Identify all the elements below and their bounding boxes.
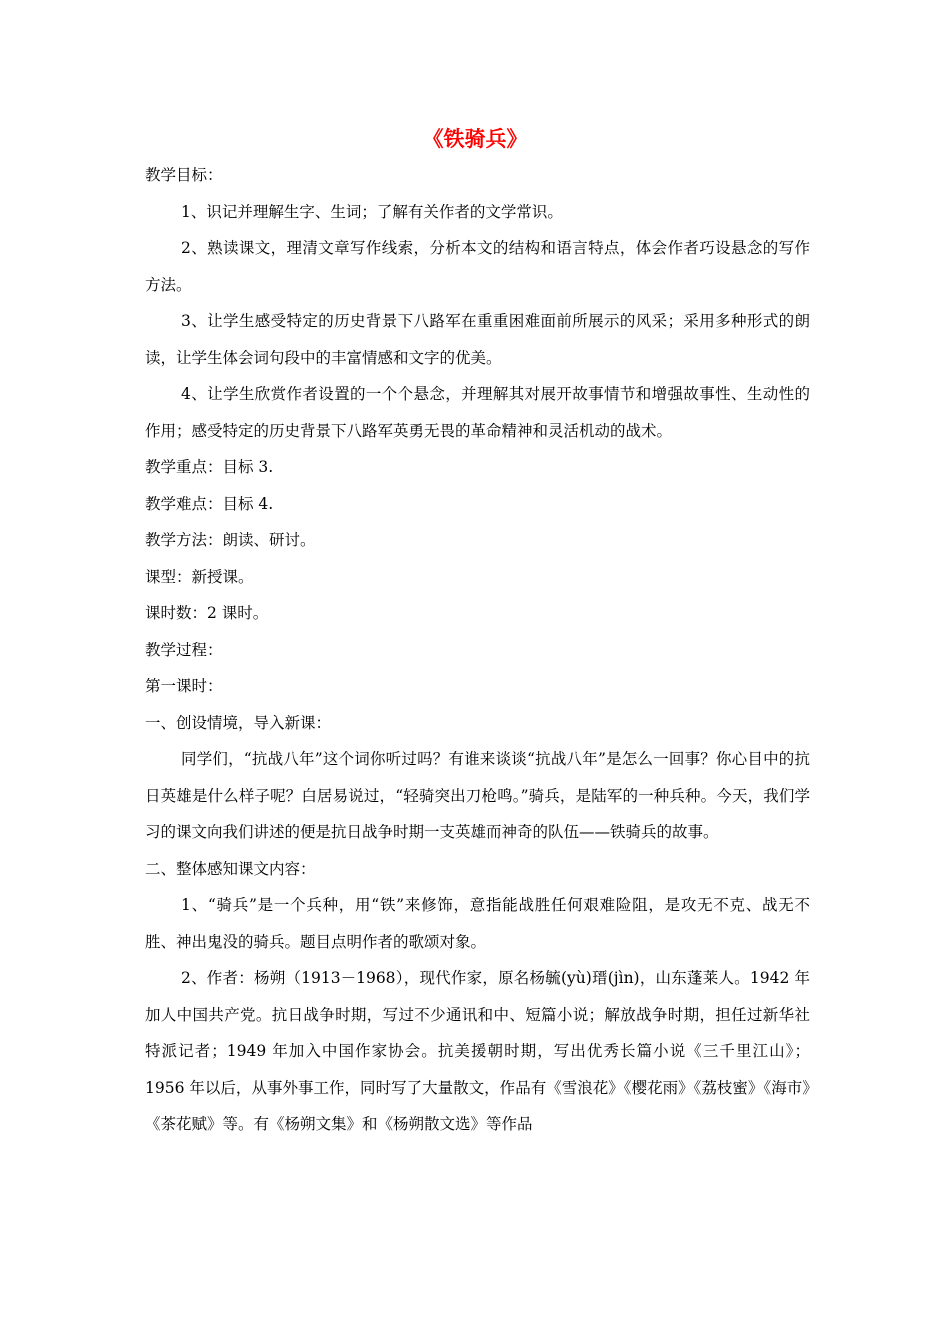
section-heading: 二、整体感知课文内容： — [145, 859, 316, 878]
process-heading: 教学过程： — [145, 640, 223, 659]
first-lesson-heading: 第一课时： — [145, 677, 223, 695]
document-body — [145, 157, 810, 1143]
objective-item: 3、让学生感受特定的历史背景下八路军在重重困难面前所展示的风采；采用多种形式的朗读，让学生体会词句段中的丰富情感和文字的优美。 — [145, 312, 810, 367]
hours-line: 课时数：2 课时。 — [145, 604, 269, 622]
method-line: 教学方法：朗读、研讨。 — [145, 531, 316, 549]
lesson-type-line: 课型：新授课。 — [145, 567, 254, 586]
objective-item: 1、识记并理解生字、生词；了解有关作者的文学常识。 — [181, 202, 563, 221]
content-item: 2、作者：杨朔（1913－1968），现代作家，原名杨毓(yù)瑨(jìn)，山东蓬莱人。1942 年加人中国共产党。抗日战争时期，写过不少通讯和中、短篇小说；解放战争时期，担任过新华社特派记者；1949 年加入中国作家协会。抗美援朝时期，写出优秀长篇小说《三千里江山》；1956 年以后，从事外事工作，同时写了大量散文，作品有《雪浪花》《樱花雨》《荔枝蜜》《海市》《茶花赋》等。有《杨朔文集》和《杨朔散文选》等作品 — [145, 969, 810, 1133]
objectives-heading: 教学目标： — [145, 166, 223, 184]
difficulty-line: 教学难点：目标 4. — [145, 494, 274, 513]
objective-item: 2、熟读课文，理清文章写作线索，分析本文的结构和语言特点，体会作者巧设悬念的写作方法。 — [145, 239, 810, 294]
document-title: 《铁骑兵》 — [422, 127, 528, 151]
intro-paragraph: 同学们，“抗战八年”这个词你听过吗？有谁来谈谈“抗战八年”是怎么一回事？你心目中的抗日英雄是什么样子呢？白居易说过，“轻骑突出刀枪鸣。”骑兵，是陆军的一种兵种。今天，我们学习的课文向我们讲述的便是抗日战争时期一支英雄而神奇的队伍——铁骑兵的故事。 — [145, 750, 810, 841]
key-point-line: 教学重点：目标 3. — [145, 458, 274, 476]
objective-item: 4、让学生欣赏作者设置的一个个悬念，并理解其对展开故事情节和增强故事性、生动性的作用；感受特定的历史背景下八路军英勇无畏的革命精神和灵活机动的战术。 — [145, 385, 810, 440]
content-item: 1、“骑兵”是一个兵种，用“铁”来修饰，意指能战胜任何艰难险阻，是攻无不克、战无不胜、神出鬼没的骑兵。题目点明作者的歌颂对象。 — [145, 896, 810, 951]
section-heading: 一、创设情境，导入新课： — [145, 713, 332, 732]
